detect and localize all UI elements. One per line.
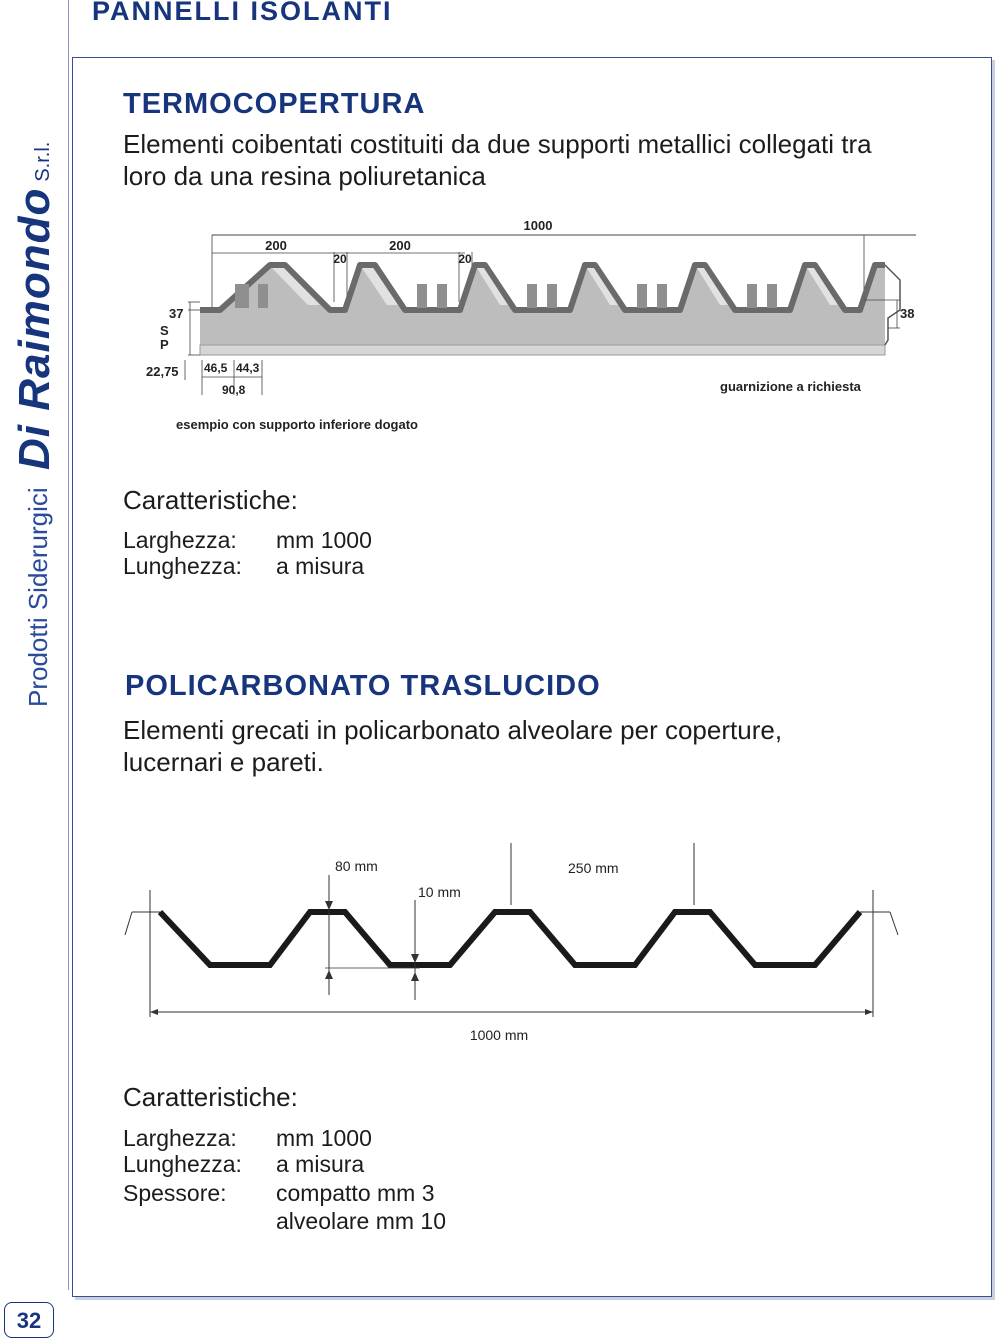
dim-height-left-label: 37 bbox=[169, 306, 184, 321]
termocopertura-diagram bbox=[140, 210, 940, 445]
spec-row-width bbox=[123, 1125, 446, 1151]
specs-heading: Caratteristiche: bbox=[123, 1082, 298, 1112]
dim-b-label: 200 bbox=[389, 238, 411, 253]
spec-row-thickness bbox=[123, 1180, 446, 1206]
spec-label: Larghezza: bbox=[123, 1125, 237, 1151]
spec-row-thickness-alt bbox=[123, 1208, 446, 1234]
specs-heading: Caratteristiche: bbox=[123, 485, 298, 515]
specs-list bbox=[123, 1125, 446, 1234]
dim-pitch-label: 250 mm bbox=[568, 860, 619, 876]
page-title: PANNELLI ISOLANTI bbox=[92, 0, 393, 26]
spec-label: Larghezza: bbox=[123, 527, 237, 553]
spec-value: a misura bbox=[276, 553, 365, 579]
panel-bottom-sheet bbox=[200, 345, 885, 355]
dim-rib-width-label: 80 mm bbox=[335, 858, 378, 874]
spec-row-width bbox=[123, 527, 372, 553]
spec-label: Lunghezza: bbox=[123, 1151, 242, 1177]
panel-foam-core bbox=[200, 265, 885, 345]
brand-suffix: S.r.l. bbox=[32, 141, 54, 182]
page-number: 32 bbox=[4, 1302, 54, 1338]
brand-name: Di Raimondo bbox=[10, 187, 59, 470]
spec-value: mm 1000 bbox=[276, 527, 372, 553]
diagram-caption: esempio con supporto inferiore dogato bbox=[176, 417, 418, 432]
dim-a-label: 200 bbox=[265, 238, 287, 253]
spec-row-length bbox=[123, 553, 372, 579]
specs-list bbox=[123, 527, 372, 579]
spec-label: Spessore: bbox=[123, 1180, 227, 1206]
dim-rib-a-label: 20 bbox=[333, 252, 347, 266]
dim-e-label: 90,8 bbox=[222, 383, 246, 397]
spec-value: compatto mm 3 bbox=[276, 1180, 435, 1206]
spec-label: Lunghezza: bbox=[123, 553, 242, 579]
corrugated-profile bbox=[160, 912, 860, 965]
dim-height-right-label: 38 bbox=[900, 306, 915, 321]
spec-value: alveolare mm 10 bbox=[276, 1208, 447, 1234]
dim-thickness-label: 10 mm bbox=[418, 884, 461, 900]
dim-sp-s-label: S bbox=[160, 323, 169, 338]
brand-tagline: Prodotti Siderurgici bbox=[23, 487, 53, 707]
spec-value: a misura bbox=[276, 1151, 365, 1177]
section-title-termocopertura: TERMOCOPERTURA bbox=[123, 88, 426, 120]
policarbonato-diagram bbox=[120, 835, 920, 1055]
dim-d-label: 44,3 bbox=[236, 361, 260, 375]
dim-sp-p-label: P bbox=[160, 337, 169, 352]
section-description: Elementi grecati in policarbonato alveolare per coperture, lucernari e pareti. bbox=[123, 715, 783, 777]
dim-total-label: 1000 bbox=[523, 218, 553, 233]
brand-logo bbox=[10, 50, 70, 470]
gasket-note: guarnizione a richiesta bbox=[720, 379, 861, 394]
dim-rib-b-label: 20 bbox=[458, 252, 472, 266]
section-title-policarbonato: POLICARBONATO TRASLUCIDO bbox=[125, 670, 601, 702]
panel-gasket-edge bbox=[885, 265, 900, 345]
section-description: Elementi coibentati costituiti da due supporti metallici collegati tra loro da una resina poliuretanica bbox=[123, 129, 872, 191]
dim-base-label: 22,75 bbox=[146, 364, 179, 379]
dim-total-label: 1000 mm bbox=[469, 1027, 529, 1043]
dim-c-label: 46,5 bbox=[204, 361, 228, 375]
spec-value: mm 1000 bbox=[276, 1125, 372, 1151]
spec-row-length bbox=[123, 1151, 446, 1177]
